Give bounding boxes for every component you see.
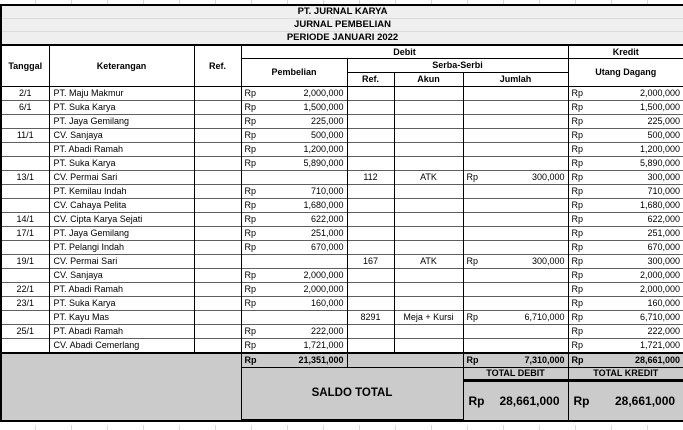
col-header-kredit: Kredit (568, 45, 683, 59)
cell-pembelian (241, 87, 347, 101)
cell-jumlah (463, 325, 568, 339)
cell-ref (194, 87, 241, 101)
cell-keterangan: PT. Abadi Ramah (49, 325, 194, 339)
cell-akun (394, 87, 463, 101)
journal-row (1, 339, 683, 354)
cell-akun (394, 339, 463, 354)
cell-akun: ATK (394, 255, 463, 269)
currency-label: Rp (244, 284, 257, 294)
col-header-ref: Ref. (194, 45, 241, 87)
cell-utang-dagang-amount: 225,000 (647, 116, 681, 126)
currency-label: Rp (244, 130, 257, 140)
currency-label: Rp (571, 284, 584, 294)
cell-jumlah (463, 199, 568, 213)
currency-label: Rp (571, 88, 584, 98)
cell-keterangan: PT. Maju Makmur (49, 87, 194, 101)
cell-keterangan: CV. Permai Sari (49, 171, 194, 185)
journal-row (1, 325, 683, 339)
saldo-total-label: SALDO TOTAL (241, 368, 463, 421)
cell-pembelian (241, 157, 347, 171)
cell-pembelian (241, 143, 347, 157)
cell-utang-dagang-amount: 1,200,000 (640, 144, 681, 154)
cell-jumlah (463, 87, 568, 101)
cell-keterangan: PT. Jaya Gemilang (49, 227, 194, 241)
currency-label: Rp (571, 144, 584, 154)
currency-label: Rp (571, 200, 584, 210)
cell-jumlah (463, 101, 568, 115)
journal-row (1, 213, 683, 227)
cell-ref (194, 283, 241, 297)
currency-label: Rp (244, 242, 257, 252)
cell-keterangan: PT. Kemilau Indah (49, 185, 194, 199)
cell-utang-dagang-amount: 251,000 (647, 228, 681, 238)
currency-label: Rp (571, 158, 584, 168)
journal-row (1, 157, 683, 171)
cell-akun: Meja + Kursi (394, 311, 463, 325)
spreadsheet-gridlines-bottom (0, 425, 683, 430)
cell-serba-ref: 112 (347, 171, 394, 185)
cell-utang-dagang (568, 129, 683, 143)
cell-jumlah (463, 311, 568, 325)
cell-pembelian-amount: 222,000 (310, 326, 344, 336)
journal-title: JURNAL PEMBELIAN (1, 19, 683, 32)
cell-utang-dagang (568, 157, 683, 171)
cell-ref (194, 213, 241, 227)
cell-utang-dagang (568, 311, 683, 325)
cell-tanggal: 2/1 (1, 87, 49, 101)
currency-label: Rp (571, 326, 584, 336)
cell-utang-dagang-amount: 710,000 (647, 186, 681, 196)
cell-tanggal (1, 311, 49, 325)
cell-akun (394, 129, 463, 143)
cell-keterangan: CV. Cahaya Pelita (49, 199, 194, 213)
cell-ref (194, 129, 241, 143)
currency-label: Rp (244, 355, 257, 365)
cell-jumlah (463, 255, 568, 269)
cell-utang-dagang-amount: 6,710,000 (640, 312, 681, 322)
totals-left-block (1, 353, 241, 421)
cell-akun (394, 185, 463, 199)
journal-row (1, 283, 683, 297)
currency-label: Rp (571, 102, 584, 112)
cell-ref (194, 311, 241, 325)
cell-ref (194, 157, 241, 171)
cell-tanggal: 22/1 (1, 283, 49, 297)
journal-row (1, 311, 683, 325)
currency-label: Rp (244, 298, 257, 308)
cell-serba-ref (347, 143, 394, 157)
currency-label: Rp (244, 102, 257, 112)
cell-pembelian-amount: 500,000 (310, 130, 344, 140)
col-header-akun: Akun (394, 73, 463, 87)
currency-label: Rp (571, 186, 584, 196)
cell-akun (394, 157, 463, 171)
cell-serba-ref (347, 325, 394, 339)
cell-utang-dagang (568, 227, 683, 241)
cell-pembelian (241, 129, 347, 143)
currency-label: Rp (571, 242, 584, 252)
cell-utang-dagang (568, 185, 683, 199)
journal-row (1, 101, 683, 115)
currency-label: Rp (571, 228, 584, 238)
cell-akun (394, 115, 463, 129)
cell-utang-dagang (568, 269, 683, 283)
cell-pembelian (241, 283, 347, 297)
cell-keterangan: PT. Abadi Ramah (49, 143, 194, 157)
cell-serba-ref (347, 185, 394, 199)
cell-tanggal (1, 269, 49, 283)
cell-jumlah (463, 213, 568, 227)
total-jumlah-cell (463, 353, 568, 368)
cell-pembelian (241, 339, 347, 354)
cell-akun (394, 143, 463, 157)
cell-serba-ref (347, 241, 394, 255)
cell-keterangan: PT. Abadi Ramah (49, 283, 194, 297)
cell-pembelian (241, 101, 347, 115)
cell-keterangan: PT. Suka Karya (49, 101, 194, 115)
cell-utang-dagang (568, 325, 683, 339)
col-header-jumlah: Jumlah (463, 73, 568, 87)
col-header-tanggal: Tanggal (1, 45, 49, 87)
cell-keterangan: PT. Suka Karya (49, 297, 194, 311)
cell-keterangan: CV. Sanjaya (49, 269, 194, 283)
cell-ref (194, 143, 241, 157)
currency-label: Rp (571, 355, 584, 365)
cell-akun (394, 241, 463, 255)
cell-utang-dagang (568, 339, 683, 354)
cell-utang-dagang-amount: 2,000,000 (640, 270, 681, 280)
cell-jumlah (463, 297, 568, 311)
cell-utang-dagang-amount: 222,000 (647, 326, 681, 336)
cell-serba-ref (347, 199, 394, 213)
currency-label: Rp (244, 228, 257, 238)
cell-pembelian-amount: 1,200,000 (303, 144, 344, 154)
cell-tanggal (1, 185, 49, 199)
cell-jumlah (463, 157, 568, 171)
cell-pembelian-amount: 2,000,000 (303, 284, 344, 294)
cell-utang-dagang (568, 255, 683, 269)
cell-pembelian (241, 171, 347, 185)
cell-serba-ref (347, 129, 394, 143)
cell-pembelian (241, 199, 347, 213)
cell-pembelian-amount: 160,000 (310, 298, 344, 308)
currency-label: Rp (571, 270, 584, 280)
journal-row (1, 241, 683, 255)
cell-serba-ref (347, 283, 394, 297)
col-header-serba-ref: Ref. (347, 73, 394, 87)
journal-row (1, 129, 683, 143)
cell-keterangan: PT. Kayu Mas (49, 311, 194, 325)
col-header-pembelian: Pembelian (241, 59, 347, 87)
header-row-1 (1, 45, 683, 59)
currency-label: Rp (466, 355, 479, 365)
cell-serba-ref (347, 227, 394, 241)
currency-label: Rp (244, 200, 257, 210)
cell-jumlah (463, 185, 568, 199)
cell-serba-ref (347, 101, 394, 115)
cell-pembelian (241, 241, 347, 255)
cell-ref (194, 171, 241, 185)
cell-pembelian-amount: 1,680,000 (303, 200, 344, 210)
cell-ref (194, 199, 241, 213)
cell-akun (394, 101, 463, 115)
cell-pembelian-amount: 622,000 (310, 214, 344, 224)
totals-serba-empty-cell (347, 353, 463, 368)
cell-pembelian-amount: 1,721,000 (303, 340, 344, 350)
cell-tanggal (1, 241, 49, 255)
total-jumlah-amount: 7,310,000 (524, 355, 565, 365)
title-row-period (1, 32, 683, 46)
cell-ref (194, 115, 241, 129)
col-header-serba-serbi: Serba-Serbi (347, 59, 568, 73)
cell-utang-dagang (568, 283, 683, 297)
cell-jumlah (463, 129, 568, 143)
journal-row (1, 227, 683, 241)
company-title: PT. JURNAL KARYA (1, 5, 683, 19)
cell-keterangan: CV. Abadi Cemerlang (49, 339, 194, 354)
cell-keterangan: CV. Cipta Karya Sejati (49, 213, 194, 227)
currency-label: Rp (244, 144, 257, 154)
journal-row (1, 269, 683, 283)
cell-utang-dagang-amount: 2,000,000 (640, 88, 681, 98)
cell-keterangan: PT. Suka Karya (49, 157, 194, 171)
totals-row (1, 353, 683, 368)
currency-label: Rp (571, 298, 584, 308)
cell-tanggal: 25/1 (1, 325, 49, 339)
cell-utang-dagang-amount: 622,000 (647, 214, 681, 224)
cell-serba-ref (347, 339, 394, 354)
cell-serba-ref (347, 269, 394, 283)
total-pembelian-cell (241, 353, 347, 368)
cell-utang-dagang (568, 297, 683, 311)
cell-utang-dagang-amount: 2,000,000 (640, 284, 681, 294)
currency-label: Rp (571, 256, 584, 266)
cell-serba-ref: 8291 (347, 311, 394, 325)
period-title: PERIODE JANUARI 2022 (1, 32, 683, 46)
cell-jumlah (463, 227, 568, 241)
journal-row (1, 115, 683, 129)
cell-jumlah-amount: 6,710,000 (524, 312, 565, 322)
cell-pembelian (241, 227, 347, 241)
currency-label: Rp (244, 186, 257, 196)
cell-pembelian (241, 255, 347, 269)
col-header-debit: Debit (241, 45, 568, 59)
currency-label: Rp (244, 340, 257, 350)
total-kredit-value-cell (568, 381, 683, 421)
journal-row (1, 199, 683, 213)
cell-serba-ref (347, 157, 394, 171)
currency-label: Rp (466, 172, 479, 182)
cell-tanggal: 17/1 (1, 227, 49, 241)
cell-jumlah (463, 339, 568, 354)
total-kredit-label: TOTAL KREDIT (568, 368, 683, 381)
currency-label: Rp (244, 270, 257, 280)
cell-utang-dagang (568, 115, 683, 129)
currency-label: Rp (466, 312, 479, 322)
journal-rows (1, 87, 683, 354)
cell-pembelian (241, 115, 347, 129)
title-row-journal (1, 19, 683, 32)
currency-label: Rp (244, 88, 257, 98)
currency-label: Rp (244, 326, 257, 336)
cell-serba-ref (347, 213, 394, 227)
cell-serba-ref (347, 87, 394, 101)
cell-ref (194, 269, 241, 283)
currency-label: Rp (571, 340, 584, 350)
cell-keterangan: CV. Permai Sari (49, 255, 194, 269)
cell-pembelian-amount: 670,000 (310, 242, 344, 252)
cell-utang-dagang (568, 241, 683, 255)
currency-label: Rp (573, 393, 590, 408)
cell-akun (394, 297, 463, 311)
cell-utang-dagang-amount: 500,000 (647, 130, 681, 140)
cell-keterangan: PT. Jaya Gemilang (49, 115, 194, 129)
cell-jumlah-amount: 300,000 (531, 172, 565, 182)
cell-jumlah (463, 115, 568, 129)
cell-utang-dagang (568, 171, 683, 185)
cell-ref (194, 255, 241, 269)
currency-label: Rp (244, 158, 257, 168)
cell-serba-ref (347, 297, 394, 311)
cell-akun: ATK (394, 171, 463, 185)
totals-section (1, 353, 683, 421)
currency-label: Rp (571, 214, 584, 224)
cell-jumlah-amount: 300,000 (531, 256, 565, 266)
cell-pembelian-amount: 5,890,000 (303, 158, 344, 168)
total-pembelian-amount: 21,351,000 (298, 355, 344, 365)
cell-pembelian (241, 185, 347, 199)
cell-jumlah (463, 143, 568, 157)
cell-utang-dagang (568, 199, 683, 213)
journal-row (1, 171, 683, 185)
cell-akun (394, 325, 463, 339)
cell-pembelian-amount: 251,000 (310, 228, 344, 238)
cell-pembelian (241, 325, 347, 339)
cell-pembelian (241, 213, 347, 227)
journal-row (1, 143, 683, 157)
cell-keterangan: CV. Sanjaya (49, 129, 194, 143)
cell-utang-dagang (568, 87, 683, 101)
cell-jumlah (463, 269, 568, 283)
cell-ref (194, 185, 241, 199)
cell-pembelian-amount: 225,000 (310, 116, 344, 126)
cell-akun (394, 283, 463, 297)
cell-utang-dagang-amount: 5,890,000 (640, 158, 681, 168)
cell-utang-dagang (568, 101, 683, 115)
col-header-utang-dagang: Utang Dagang (568, 59, 683, 87)
cell-jumlah (463, 171, 568, 185)
purchase-journal-table (0, 4, 683, 422)
currency-label: Rp (571, 312, 584, 322)
cell-pembelian (241, 311, 347, 325)
cell-utang-dagang-amount: 300,000 (647, 172, 681, 182)
cell-pembelian-amount: 2,000,000 (303, 88, 344, 98)
cell-ref (194, 325, 241, 339)
currency-label: Rp (244, 116, 257, 126)
cell-utang-dagang (568, 213, 683, 227)
cell-tanggal: 11/1 (1, 129, 49, 143)
cell-keterangan: PT. Pelangi Indah (49, 241, 194, 255)
journal-row (1, 185, 683, 199)
cell-akun (394, 213, 463, 227)
cell-akun (394, 269, 463, 283)
cell-tanggal: 23/1 (1, 297, 49, 311)
cell-ref (194, 227, 241, 241)
currency-label: Rp (468, 393, 485, 408)
cell-pembelian (241, 297, 347, 311)
cell-utang-dagang-amount: 1,721,000 (640, 340, 681, 350)
cell-tanggal: 19/1 (1, 255, 49, 269)
cell-tanggal (1, 339, 49, 354)
cell-tanggal (1, 157, 49, 171)
cell-tanggal: 13/1 (1, 171, 49, 185)
cell-ref (194, 297, 241, 311)
cell-jumlah (463, 283, 568, 297)
journal-row (1, 255, 683, 269)
cell-utang-dagang-amount: 1,500,000 (640, 102, 681, 112)
journal-row (1, 297, 683, 311)
cell-pembelian (241, 269, 347, 283)
total-kredit-value: 28,661,000 (614, 393, 676, 408)
cell-jumlah (463, 241, 568, 255)
cell-ref (194, 339, 241, 354)
cell-akun (394, 199, 463, 213)
cell-utang-dagang (568, 143, 683, 157)
currency-label: Rp (571, 130, 584, 140)
total-debit-value-cell (463, 381, 568, 421)
journal-row (1, 87, 683, 101)
cell-serba-ref: 167 (347, 255, 394, 269)
cell-akun (394, 227, 463, 241)
total-utang-amount: 28,661,000 (635, 355, 681, 365)
currency-label: Rp (244, 214, 257, 224)
currency-label: Rp (466, 256, 479, 266)
cell-tanggal: 6/1 (1, 101, 49, 115)
cell-utang-dagang-amount: 1,680,000 (640, 200, 681, 210)
cell-tanggal (1, 199, 49, 213)
currency-label: Rp (571, 172, 584, 182)
cell-tanggal (1, 115, 49, 129)
cell-utang-dagang-amount: 670,000 (647, 242, 681, 252)
cell-pembelian-amount: 710,000 (310, 186, 344, 196)
total-utang-cell (568, 353, 683, 368)
cell-pembelian-amount: 1,500,000 (303, 102, 344, 112)
cell-ref (194, 101, 241, 115)
cell-serba-ref (347, 115, 394, 129)
total-debit-label: TOTAL DEBIT (463, 368, 568, 381)
title-row-company (1, 5, 683, 19)
cell-utang-dagang-amount: 160,000 (647, 298, 681, 308)
currency-label: Rp (571, 116, 584, 126)
cell-tanggal (1, 143, 49, 157)
cell-utang-dagang-amount: 300,000 (647, 256, 681, 266)
col-header-keterangan: Keterangan (49, 45, 194, 87)
cell-ref (194, 241, 241, 255)
total-debit-value: 28,661,000 (499, 393, 560, 408)
cell-pembelian-amount: 2,000,000 (303, 270, 344, 280)
cell-tanggal: 14/1 (1, 213, 49, 227)
